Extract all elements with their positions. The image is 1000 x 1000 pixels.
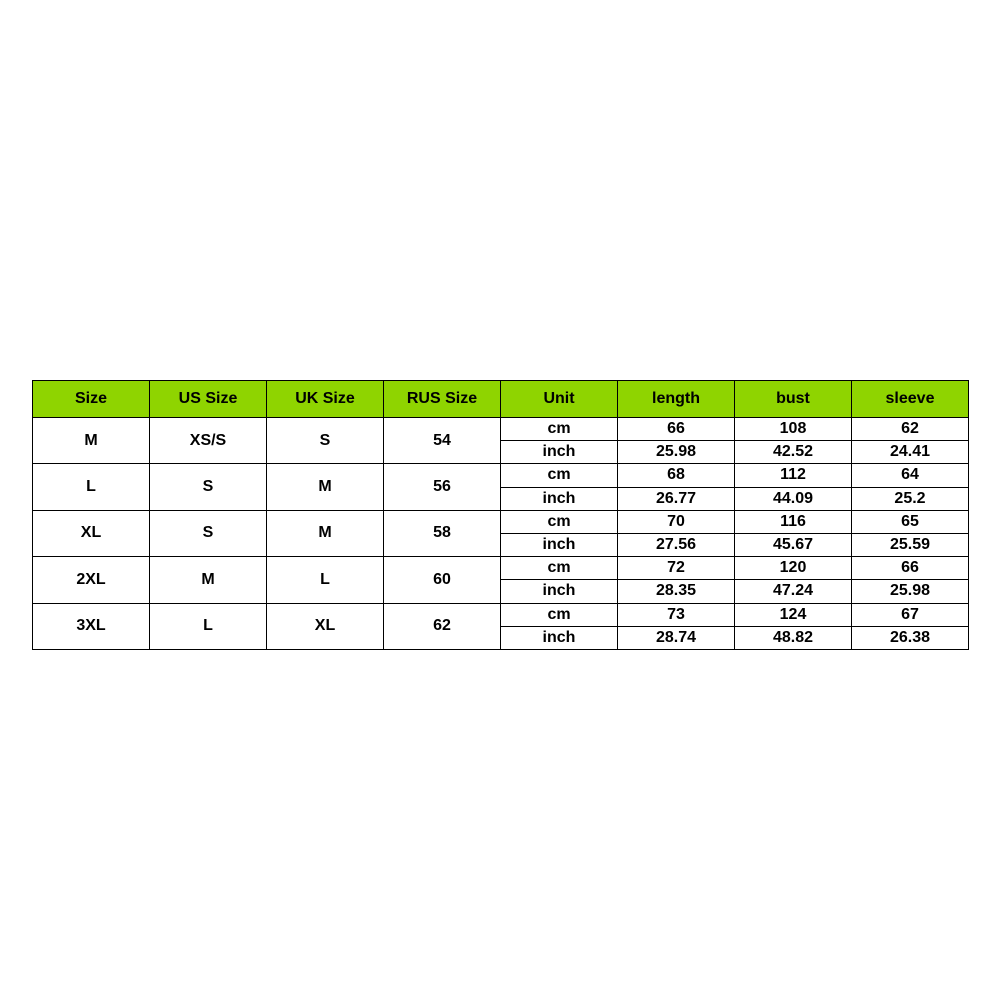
unit-cell: inch [501, 487, 618, 510]
uk-size-cell: L [267, 557, 384, 603]
size-cell: M [33, 418, 150, 464]
length-cell: 66 [618, 418, 735, 441]
unit-cell: cm [501, 510, 618, 533]
us-size-cell: S [150, 510, 267, 556]
uk-size-cell: M [267, 464, 384, 510]
table-row [33, 510, 969, 533]
header-bust: bust [735, 381, 852, 418]
sleeve-cell: 62 [852, 418, 969, 441]
header-unit: Unit [501, 381, 618, 418]
uk-size-cell: XL [267, 603, 384, 650]
us-size-cell: M [150, 557, 267, 603]
bust-cell: 108 [735, 418, 852, 441]
unit-cell: inch [501, 626, 618, 649]
bust-cell: 44.09 [735, 487, 852, 510]
size-cell: XL [33, 510, 150, 556]
length-cell: 72 [618, 557, 735, 580]
length-cell: 28.35 [618, 580, 735, 603]
us-size-cell: S [150, 464, 267, 510]
unit-cell: cm [501, 418, 618, 441]
length-cell: 68 [618, 464, 735, 487]
size-chart-table [32, 380, 969, 650]
us-size-cell: XS/S [150, 418, 267, 464]
uk-size-cell: S [267, 418, 384, 464]
rus-size-cell: 54 [384, 418, 501, 464]
table-row [33, 603, 969, 626]
length-cell: 28.74 [618, 626, 735, 649]
size-cell: 3XL [33, 603, 150, 650]
unit-cell: inch [501, 533, 618, 556]
rus-size-cell: 60 [384, 557, 501, 603]
sleeve-cell: 66 [852, 557, 969, 580]
bust-cell: 116 [735, 510, 852, 533]
rus-size-cell: 56 [384, 464, 501, 510]
table-row [33, 557, 969, 580]
sleeve-cell: 24.41 [852, 441, 969, 464]
sleeve-cell: 64 [852, 464, 969, 487]
sleeve-cell: 65 [852, 510, 969, 533]
length-cell: 70 [618, 510, 735, 533]
header-row [33, 381, 969, 418]
bust-cell: 42.52 [735, 441, 852, 464]
length-cell: 73 [618, 603, 735, 626]
sleeve-cell: 25.98 [852, 580, 969, 603]
bust-cell: 48.82 [735, 626, 852, 649]
table-row [33, 418, 969, 441]
rus-size-cell: 58 [384, 510, 501, 556]
table-header [33, 381, 969, 418]
length-cell: 25.98 [618, 441, 735, 464]
unit-cell: cm [501, 464, 618, 487]
header-us-size: US Size [150, 381, 267, 418]
rus-size-cell: 62 [384, 603, 501, 650]
unit-cell: cm [501, 557, 618, 580]
bust-cell: 112 [735, 464, 852, 487]
bust-cell: 47.24 [735, 580, 852, 603]
header-size: Size [33, 381, 150, 418]
unit-cell: cm [501, 603, 618, 626]
unit-cell: inch [501, 580, 618, 603]
table-body [33, 418, 969, 650]
unit-cell: inch [501, 441, 618, 464]
header-uk-size: UK Size [267, 381, 384, 418]
sleeve-cell: 25.59 [852, 533, 969, 556]
us-size-cell: L [150, 603, 267, 650]
table-row [33, 464, 969, 487]
header-sleeve: sleeve [852, 381, 969, 418]
header-rus-size: RUS Size [384, 381, 501, 418]
length-cell: 27.56 [618, 533, 735, 556]
size-cell: 2XL [33, 557, 150, 603]
length-cell: 26.77 [618, 487, 735, 510]
bust-cell: 120 [735, 557, 852, 580]
bust-cell: 124 [735, 603, 852, 626]
uk-size-cell: M [267, 510, 384, 556]
sleeve-cell: 26.38 [852, 626, 969, 649]
size-cell: L [33, 464, 150, 510]
sleeve-cell: 25.2 [852, 487, 969, 510]
bust-cell: 45.67 [735, 533, 852, 556]
header-length: length [618, 381, 735, 418]
sleeve-cell: 67 [852, 603, 969, 626]
